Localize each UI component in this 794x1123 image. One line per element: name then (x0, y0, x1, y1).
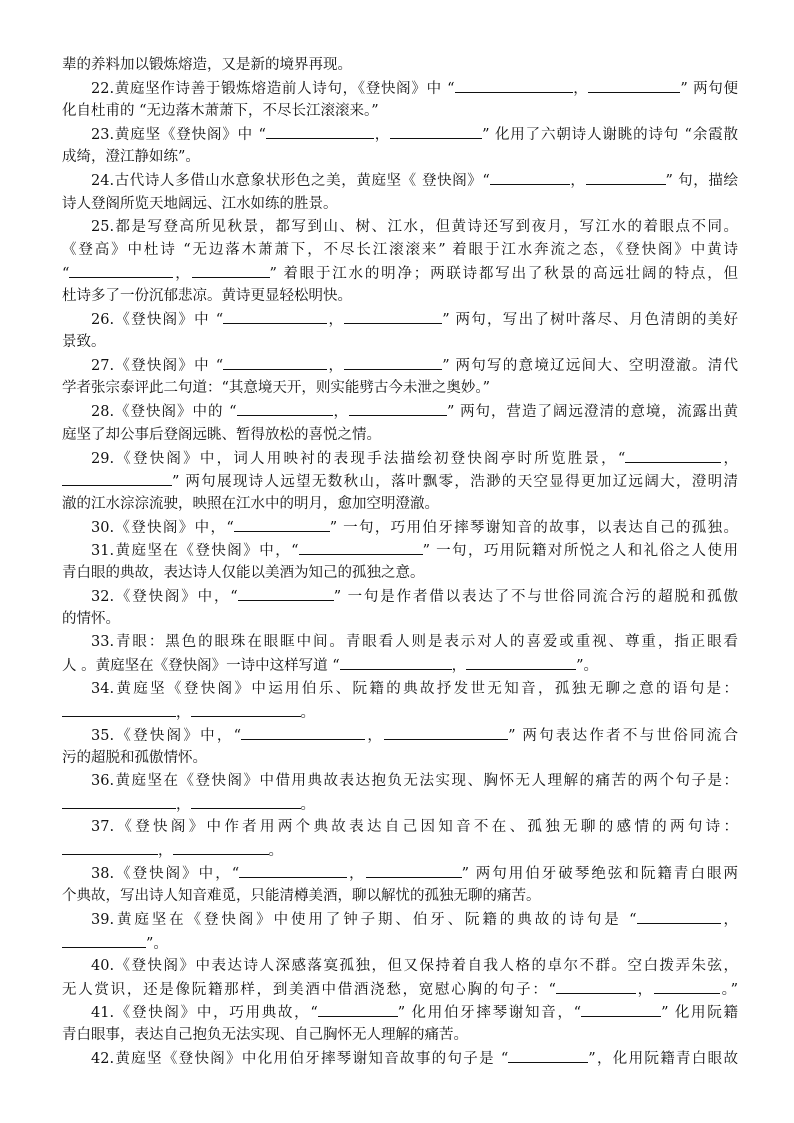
line-text: 青白眼事，表达自己抱负无法实现、自己胸怀无人理解的痛苦。 (62, 1026, 468, 1043)
line-text: ” 一句，巧用伯牙摔琴谢知音的故事，以表达自己的孤独。 (329, 519, 738, 536)
line-text: ， (158, 843, 173, 860)
text-line (62, 816, 738, 839)
answer-blank[interactable] (625, 447, 721, 463)
line-text: 37.《登快阁》中作者用两个典故表达自己因知音不在、孤独无聊的感情的两句诗： (91, 819, 738, 836)
line-text: ， (176, 797, 191, 813)
line-text: 23.黄庭坚《登快阁》中 “ (91, 127, 266, 144)
text-line (62, 424, 738, 447)
line-text: 41.《登快阁》中，巧用典故，“ (91, 1004, 318, 1021)
text-line (62, 447, 738, 470)
answer-blank[interactable] (62, 839, 158, 855)
line-text: 。 (300, 797, 315, 813)
line-text: 22.黄庭坚作诗善于锻炼熔造前人诗句，《登快阁》中 “ (91, 81, 455, 98)
text-line (62, 308, 738, 331)
line-text: 化自杜甫的 “无边落木萧萧下，不尽长江滚滚来。” (62, 103, 379, 120)
line-text: ， (332, 404, 350, 421)
text-line (62, 146, 738, 169)
answer-blank[interactable] (466, 654, 576, 670)
text-line (62, 516, 738, 539)
line-text: ， (451, 658, 467, 675)
line-text: ” 两句用伯牙破琴绝弦和阮籍青白眼两 (461, 866, 738, 883)
answer-blank[interactable] (191, 793, 301, 809)
line-text: 28.《登快阁》中的 “ (91, 404, 237, 421)
line-text: 24.古代诗人多借山水意象状形色之美，黄庭坚《 登快阁》“ (91, 173, 490, 190)
answer-blank[interactable] (239, 862, 347, 878)
text-line (62, 562, 738, 585)
text-line (62, 932, 738, 955)
answer-blank[interactable] (366, 862, 462, 878)
answer-blank[interactable] (490, 169, 570, 185)
line-text: 澈的江水淙淙流驶，映照在江水中的明月，愈加空明澄澈。 (62, 495, 439, 512)
line-text: 31.黄庭坚在《登快阁》中，“ (91, 542, 299, 559)
line-text: ” 两句，写出了树叶落尽、月色清朗的美好 (442, 312, 738, 329)
line-text: 42.黄庭坚《登快阁》中化用伯牙摔琴谢知音故事的句子是 “ (91, 1051, 509, 1068)
line-text: ” 两句写的意境辽远间大、空明澄澈。清代 (442, 358, 738, 375)
answer-blank[interactable] (173, 839, 269, 855)
text-line (62, 1047, 738, 1070)
text-line (62, 123, 738, 146)
answer-blank[interactable] (349, 400, 447, 416)
line-text: 33.青眼：黑色的眼珠在眼眶中间。青眼看人则是表示对人的喜爱或重视、尊重，指正眼看 (91, 634, 738, 651)
line-text: ， (347, 866, 366, 883)
answer-blank[interactable] (344, 308, 442, 324)
text-line (62, 839, 738, 862)
line-text: 辈的养料加以锻炼熔造，又是新的境界再现。 (62, 57, 352, 73)
answer-blank[interactable] (344, 354, 442, 370)
answer-blank[interactable] (384, 724, 508, 740)
answer-blank[interactable] (581, 1001, 661, 1017)
answer-blank[interactable] (223, 308, 327, 324)
line-text: ” 一句，巧用阮籍对所悦之人和礼俗之人使用 (422, 542, 738, 559)
line-text: ， (327, 312, 345, 329)
answer-blank[interactable] (62, 701, 176, 717)
document-page (62, 54, 738, 1070)
line-text: ， (176, 704, 191, 721)
line-text: ” 化用伯牙摔琴谢知音，“ (397, 1004, 582, 1021)
answer-blank[interactable] (654, 978, 720, 994)
text-line (62, 1024, 738, 1047)
text-line (62, 285, 738, 308)
line-text: 29.《登快阁》中，词人用映衬的表现手法描绘初登快阁亭时所览胜景，“ (91, 450, 626, 467)
line-text: 39.黄庭坚在《登快阁》中使用了钟子期、伯牙、阮籍的典故的诗句是 “ (91, 912, 637, 929)
line-text: 36.黄庭坚在《登快阁》中借用典故表达抱负无法实现、胸怀无人理解的痛苦的两个句子是： (91, 772, 738, 789)
line-text: 30.《登快阁》中，“ (91, 519, 234, 536)
line-text: ” 着眼于江水的明净；两联诗都写出了秋景的高远壮阔的特点，但 (269, 265, 738, 282)
line-text: ， (720, 912, 738, 929)
text-line (62, 331, 738, 354)
line-text: 《登高》中杜诗 “无边落木萧萧下，不尽长江滚滚来” 着眼于江水奔流之态，《登快阁》中黄诗 (62, 241, 738, 258)
line-text: 诗人登阁所览天地阔远、江水如练的胜景。 (62, 195, 338, 212)
text-line (62, 678, 738, 701)
text-line (62, 770, 738, 793)
text-line (62, 193, 738, 216)
line-text: 污的超脱和孤傲情怀。 (62, 749, 207, 766)
line-text: 25.都是写登高所见秋景，都写到山、树、江水，但黄诗还写到夜月，写江水的着眼点不同。 (91, 218, 738, 235)
answer-blank[interactable] (241, 724, 365, 740)
line-text: ， (373, 127, 391, 144)
answer-blank[interactable] (62, 470, 172, 486)
answer-blank[interactable] (62, 932, 146, 948)
text-line (62, 377, 738, 400)
text-line (62, 724, 738, 747)
answer-blank[interactable] (234, 516, 330, 532)
text-line (62, 955, 738, 978)
text-line (62, 1001, 738, 1024)
line-text: 38.《登快阁》中，“ (91, 866, 240, 883)
text-line (62, 262, 738, 285)
answer-blank[interactable] (455, 77, 573, 93)
text-line (62, 654, 738, 677)
text-line (62, 885, 738, 908)
text-line (62, 77, 738, 100)
answer-blank[interactable] (637, 908, 721, 924)
line-text: 。 (268, 843, 283, 860)
text-line (62, 747, 738, 770)
line-text: ， (721, 450, 738, 467)
line-text: 成绮，澄江静如练”。 (62, 149, 200, 166)
text-line (62, 862, 738, 885)
text-line (62, 701, 738, 724)
text-line (62, 354, 738, 377)
line-text: 青白眼的典故，表达诗人仅能以美酒为知己的孤独之意。 (62, 565, 425, 582)
line-text: ， (572, 81, 589, 98)
text-line (62, 100, 738, 123)
line-text: ” 两句便 (680, 81, 738, 98)
line-text: “ (62, 265, 70, 282)
text-line (62, 239, 738, 262)
answer-blank[interactable] (238, 585, 334, 601)
line-text: 杜诗多了一份沉郁悲凉。黄诗更显轻松明快。 (62, 287, 352, 304)
line-text: 的情怀。 (62, 611, 120, 628)
text-line (62, 908, 738, 931)
answer-blank[interactable] (508, 1047, 588, 1063)
line-text: 庭坚了却公事后登阁远眺、暂得放松的喜悦之情。 (62, 426, 381, 443)
line-text: 学者张宗泰评此二句道：“其意境天开，则实能劈古今未泄之奥妙。” (62, 380, 491, 397)
line-text: ”。 (576, 658, 599, 675)
text-line (62, 493, 738, 516)
line-text: ， (327, 358, 345, 375)
answer-blank[interactable] (340, 654, 452, 670)
answer-blank[interactable] (299, 539, 423, 555)
answer-blank[interactable] (69, 262, 173, 278)
line-text: 32.《登快阁》中，“ (91, 589, 238, 606)
line-text: 。” (719, 981, 738, 998)
text-line (62, 54, 738, 77)
text-line (62, 793, 738, 816)
line-text: ， (635, 981, 654, 998)
answer-blank[interactable] (62, 793, 176, 809)
answer-blank[interactable] (237, 400, 333, 416)
text-line (62, 585, 738, 608)
line-text: ， (365, 727, 385, 744)
line-text: ” 两句表达作者不与世俗同流合 (508, 727, 738, 744)
line-text: 26.《登快阁》中 “ (91, 312, 224, 329)
text-line (62, 216, 738, 239)
line-text: ”。 (146, 935, 168, 952)
line-text: ” 一句是作者借以表达了不与世俗同流合污的超脱和孤傲 (333, 589, 738, 606)
line-text: 个典故，写出诗人知音难觅，只能清樽美酒，聊以解忧的孤独无聊的痛苦。 (62, 888, 541, 905)
line-text: 27.《登快阁》中 “ (91, 358, 224, 375)
answer-blank[interactable] (588, 77, 680, 93)
line-text: ” 两句展现诗人远望无数秋山，落叶飘零，浩渺的天空显得更加辽远阔大，澄明清 (172, 473, 738, 490)
answer-blank[interactable] (266, 123, 374, 139)
line-text: 人 。黄庭坚在《登快阁》一诗中这样写道 “ (62, 658, 340, 675)
line-text: 35.《登快阁》中，“ (91, 727, 242, 744)
text-line (62, 608, 738, 631)
text-line (62, 470, 738, 493)
line-text: 无人赏识，还是像阮籍那样，到美酒中借酒浇愁，宽慰心胸的句子：“ (62, 981, 556, 998)
text-line (62, 539, 738, 562)
line-text: 40.《登快阁》中表达诗人深感落寞孤独，但又保持着自我人格的卓尔不群。空白拨弄朱弦， (91, 957, 738, 974)
line-text: 。 (300, 704, 315, 721)
answer-blank[interactable] (318, 1001, 398, 1017)
text-line (62, 631, 738, 654)
answer-blank[interactable] (390, 123, 482, 139)
line-text: 景致。 (62, 334, 106, 351)
answer-blank[interactable] (586, 169, 666, 185)
answer-blank[interactable] (191, 701, 301, 717)
text-line (62, 978, 738, 1001)
answer-blank[interactable] (556, 978, 636, 994)
line-text: ， (569, 173, 586, 190)
answer-blank[interactable] (192, 262, 270, 278)
line-text: ” 两句，营造了阔远澄清的意境，流露出黄 (447, 404, 738, 421)
line-text: ” 化用阮籍 (661, 1004, 738, 1021)
text-line (62, 400, 738, 423)
line-text: 34.黄庭坚《登快阁》中运用伯乐、阮籍的典故抒发世无知音，孤独无聊之意的语句是： (91, 680, 738, 697)
text-line (62, 169, 738, 192)
line-text: ”，化用阮籍青白眼故 (588, 1051, 738, 1068)
answer-blank[interactable] (223, 354, 327, 370)
line-text: ” 化用了六朝诗人谢眺的诗句 “余霞散 (482, 127, 738, 144)
line-text: ” 句，描绘 (665, 173, 738, 190)
line-text: ， (173, 265, 192, 282)
